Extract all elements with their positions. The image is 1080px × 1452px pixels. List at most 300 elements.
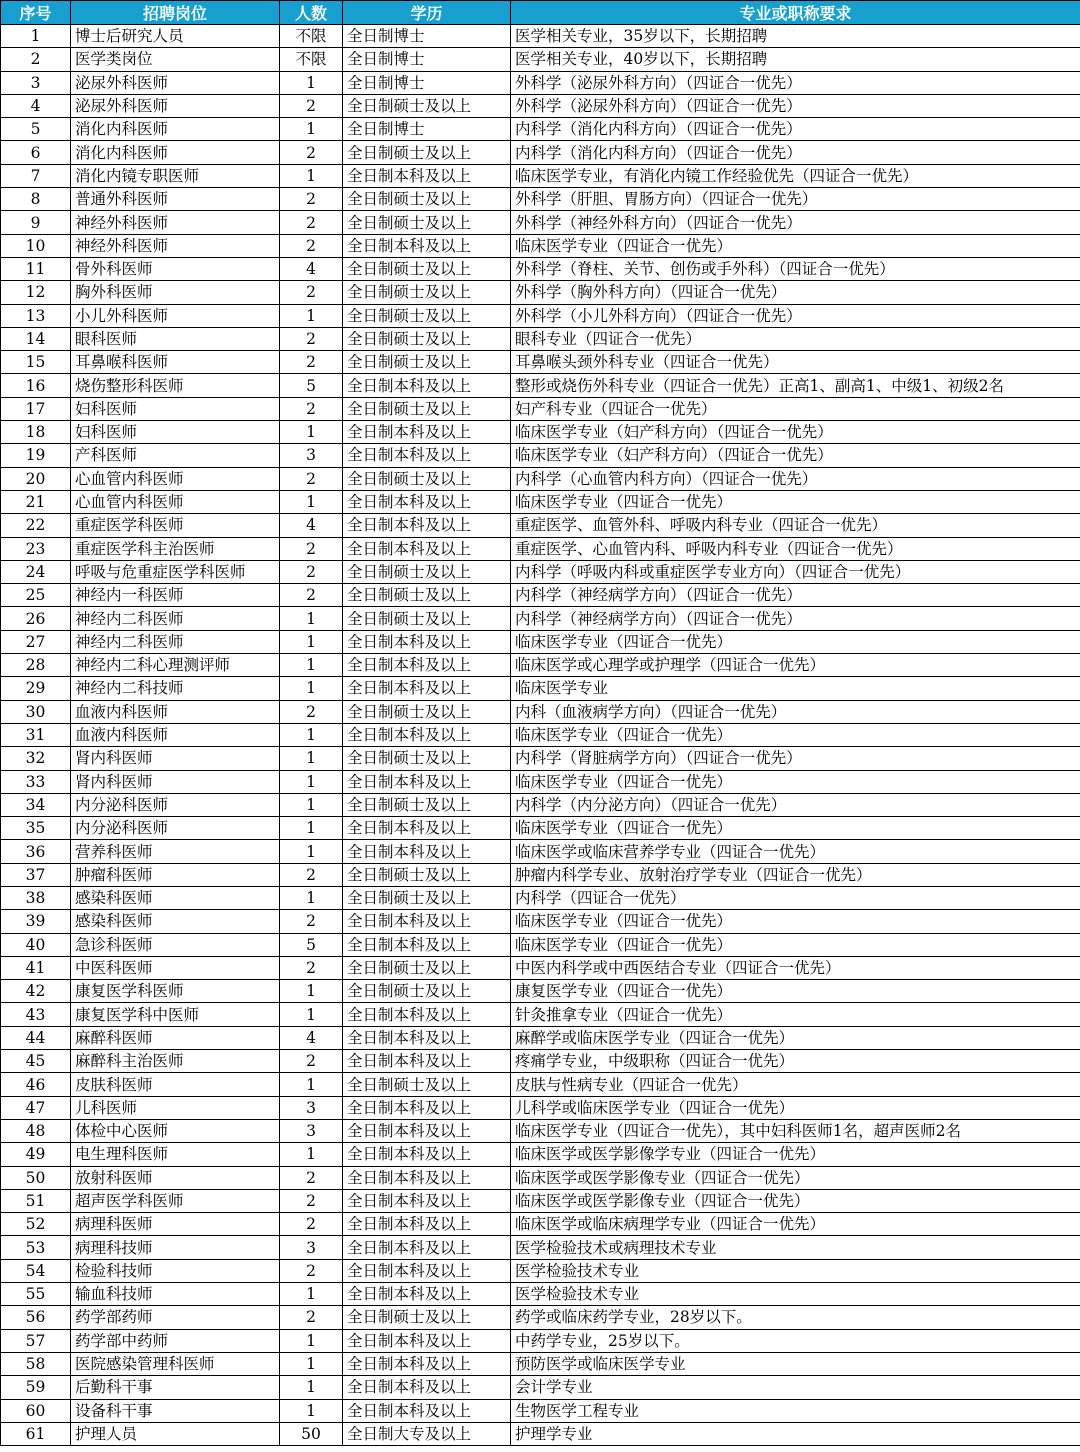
cell-count: 2: [280, 397, 343, 420]
cell-education: 全日制硕士及以上: [343, 281, 511, 304]
cell-index: 9: [1, 211, 71, 234]
cell-index: 4: [1, 94, 71, 117]
cell-index: 45: [1, 1050, 71, 1073]
cell-requirements: 临床医学专业，有消化内镜工作经验优先（四证合一优先）: [511, 164, 1080, 187]
table-row: [1, 281, 1080, 304]
cell-position: 康复医学科中医师: [71, 1003, 280, 1026]
cell-requirements: 护理学专业: [511, 1422, 1080, 1445]
table-row: [1, 1352, 1080, 1375]
cell-education: 全日制硕士及以上: [343, 886, 511, 909]
cell-requirements: 儿科学或临床医学专业（四证合一优先）: [511, 1096, 1080, 1119]
cell-requirements: 外科学（脊柱、关节、创伤或手外科）（四证合一优先）: [511, 257, 1080, 280]
cell-position: 药学部中药师: [71, 1329, 280, 1352]
cell-index: 42: [1, 980, 71, 1003]
cell-index: 48: [1, 1119, 71, 1142]
cell-index: 57: [1, 1329, 71, 1352]
cell-index: 54: [1, 1259, 71, 1282]
cell-requirements: 内科学（消化内科方向）（四证合一优先）: [511, 118, 1080, 141]
cell-count: 4: [280, 1026, 343, 1049]
cell-count: 2: [280, 1259, 343, 1282]
cell-requirements: 内科学（四证合一优先）: [511, 886, 1080, 909]
table-row: [1, 25, 1080, 48]
table-row: [1, 490, 1080, 513]
cell-count: 2: [280, 234, 343, 257]
cell-index: 13: [1, 304, 71, 327]
cell-education: 全日制本科及以上: [343, 1213, 511, 1236]
table-row: [1, 1050, 1080, 1073]
table-row: [1, 910, 1080, 933]
cell-count: 2: [280, 560, 343, 583]
cell-education: 全日制本科及以上: [343, 1236, 511, 1259]
cell-index: 32: [1, 747, 71, 770]
cell-position: 泌尿外科医师: [71, 71, 280, 94]
table-row: [1, 188, 1080, 211]
cell-count: 5: [280, 374, 343, 397]
table-row: [1, 234, 1080, 257]
cell-position: 心血管内科医师: [71, 467, 280, 490]
cell-education: 全日制本科及以上: [343, 1329, 511, 1352]
cell-index: 26: [1, 607, 71, 630]
table-row: [1, 654, 1080, 677]
cell-requirements: 重症医学、血管外科、呼吸内科专业（四证合一优先）: [511, 514, 1080, 537]
cell-position: 耳鼻喉科医师: [71, 351, 280, 374]
cell-index: 60: [1, 1399, 71, 1422]
cell-count: 1: [280, 1003, 343, 1026]
cell-requirements: 整形或烧伤外科专业（四证合一优先）正高1、副高1、中级1、初级2名: [511, 374, 1080, 397]
table-row: [1, 48, 1080, 71]
cell-index: 43: [1, 1003, 71, 1026]
cell-count: 1: [280, 1329, 343, 1352]
cell-position: 肾内科医师: [71, 770, 280, 793]
table-row: [1, 1003, 1080, 1026]
cell-count: 2: [280, 351, 343, 374]
cell-requirements: 外科学（肝胆、胃肠方向）（四证合一优先）: [511, 188, 1080, 211]
table-body: [1, 25, 1080, 1446]
cell-position: 烧伤整形科医师: [71, 374, 280, 397]
cell-education: 全日制硕士及以上: [343, 397, 511, 420]
cell-requirements: 外科学（神经外科方向）（四证合一优先）: [511, 211, 1080, 234]
cell-count: 2: [280, 910, 343, 933]
cell-education: 全日制本科及以上: [343, 1003, 511, 1026]
cell-position: 体检中心医师: [71, 1119, 280, 1142]
cell-requirements: 临床医学专业（四证合一优先）: [511, 630, 1080, 653]
cell-index: 56: [1, 1306, 71, 1329]
cell-requirements: 临床医学专业（妇产科方向）（四证合一优先）: [511, 421, 1080, 444]
cell-index: 6: [1, 141, 71, 164]
cell-education: 全日制本科及以上: [343, 1352, 511, 1375]
cell-count: 1: [280, 630, 343, 653]
cell-education: 全日制本科及以上: [343, 1166, 511, 1189]
cell-education: 全日制大专及以上: [343, 1422, 511, 1445]
cell-requirements: 临床医学专业: [511, 677, 1080, 700]
cell-requirements: 会计学专业: [511, 1376, 1080, 1399]
cell-position: 普通外科医师: [71, 188, 280, 211]
cell-education: 全日制硕士及以上: [343, 1306, 511, 1329]
cell-education: 全日制博士: [343, 71, 511, 94]
cell-position: 药学部药师: [71, 1306, 280, 1329]
cell-requirements: 临床医学或医学影像专业（四证合一优先）: [511, 1166, 1080, 1189]
cell-index: 53: [1, 1236, 71, 1259]
cell-education: 全日制硕士及以上: [343, 141, 511, 164]
cell-index: 44: [1, 1026, 71, 1049]
cell-requirements: 内科（血液病学方向）（四证合一优先）: [511, 700, 1080, 723]
table-row: [1, 1166, 1080, 1189]
table-row: [1, 607, 1080, 630]
cell-position: 妇科医师: [71, 421, 280, 444]
cell-count: 2: [280, 863, 343, 886]
cell-requirements: 医学检验技术专业: [511, 1283, 1080, 1306]
cell-count: 2: [280, 1306, 343, 1329]
cell-index: 34: [1, 793, 71, 816]
cell-index: 50: [1, 1166, 71, 1189]
cell-index: 38: [1, 886, 71, 909]
cell-position: 妇科医师: [71, 397, 280, 420]
cell-index: 49: [1, 1143, 71, 1166]
cell-position: 儿科医师: [71, 1096, 280, 1119]
table-row: [1, 1236, 1080, 1259]
cell-education: 全日制硕士及以上: [343, 188, 511, 211]
cell-count: 3: [280, 1119, 343, 1142]
header-education: 学历: [343, 1, 511, 25]
cell-position: 肿瘤科医师: [71, 863, 280, 886]
cell-index: 8: [1, 188, 71, 211]
cell-education: 全日制本科及以上: [343, 1376, 511, 1399]
cell-position: 放射科医师: [71, 1166, 280, 1189]
cell-education: 全日制本科及以上: [343, 840, 511, 863]
cell-position: 神经内一科医师: [71, 584, 280, 607]
table-row: [1, 164, 1080, 187]
cell-index: 33: [1, 770, 71, 793]
table-row: [1, 141, 1080, 164]
cell-position: 眼科医师: [71, 327, 280, 350]
cell-education: 全日制本科及以上: [343, 421, 511, 444]
cell-count: 2: [280, 211, 343, 234]
cell-requirements: 临床医学专业（四证合一优先）: [511, 490, 1080, 513]
cell-count: 1: [280, 770, 343, 793]
cell-education: 全日制本科及以上: [343, 490, 511, 513]
cell-education: 全日制博士: [343, 118, 511, 141]
cell-education: 全日制博士: [343, 48, 511, 71]
table-row: [1, 817, 1080, 840]
cell-count: 1: [280, 886, 343, 909]
table-row: [1, 397, 1080, 420]
cell-requirements: 内科学（神经病学方向）（四证合一优先）: [511, 607, 1080, 630]
cell-education: 全日制硕士及以上: [343, 793, 511, 816]
cell-requirements: 临床医学或心理学或护理学（四证合一优先）: [511, 654, 1080, 677]
cell-index: 52: [1, 1213, 71, 1236]
table-row: [1, 630, 1080, 653]
table-row: [1, 1399, 1080, 1422]
cell-count: 1: [280, 118, 343, 141]
cell-education: 全日制硕士及以上: [343, 584, 511, 607]
table-row: [1, 118, 1080, 141]
cell-requirements: 临床医学或临床病理学专业（四证合一优先）: [511, 1213, 1080, 1236]
cell-education: 全日制硕士及以上: [343, 980, 511, 1003]
cell-education: 全日制硕士及以上: [343, 94, 511, 117]
cell-education: 全日制本科及以上: [343, 1283, 511, 1306]
table-row: [1, 304, 1080, 327]
cell-count: 1: [280, 817, 343, 840]
cell-count: 2: [280, 1189, 343, 1212]
header-position: 招聘岗位: [71, 1, 280, 25]
cell-count: 2: [280, 956, 343, 979]
cell-position: 内分泌科医师: [71, 793, 280, 816]
cell-education: 全日制硕士及以上: [343, 304, 511, 327]
cell-count: 1: [280, 607, 343, 630]
cell-index: 17: [1, 397, 71, 420]
cell-education: 全日制硕士及以上: [343, 467, 511, 490]
cell-count: 2: [280, 141, 343, 164]
cell-education: 全日制硕士及以上: [343, 747, 511, 770]
cell-requirements: 妇产科专业（四证合一优先）: [511, 397, 1080, 420]
cell-requirements: 内科学（心血管内科方向）（四证合一优先）: [511, 467, 1080, 490]
cell-requirements: 预防医学或临床医学专业: [511, 1352, 1080, 1375]
cell-education: 全日制本科及以上: [343, 1050, 511, 1073]
cell-position: 呼吸与危重症医学科医师: [71, 560, 280, 583]
table-row: [1, 421, 1080, 444]
table-row: [1, 1283, 1080, 1306]
cell-count: 2: [280, 584, 343, 607]
table-row: [1, 1073, 1080, 1096]
cell-index: 7: [1, 164, 71, 187]
cell-position: 设备科干事: [71, 1399, 280, 1422]
cell-position: 消化内科医师: [71, 118, 280, 141]
cell-position: 麻醉科医师: [71, 1026, 280, 1049]
cell-position: 消化内科医师: [71, 141, 280, 164]
cell-index: 40: [1, 933, 71, 956]
cell-position: 产科医师: [71, 444, 280, 467]
cell-position: 骨外科医师: [71, 257, 280, 280]
cell-education: 全日制硕士及以上: [343, 257, 511, 280]
cell-requirements: 外科学（泌尿外科方向）（四证合一优先）: [511, 94, 1080, 117]
cell-index: 36: [1, 840, 71, 863]
cell-requirements: 生物医学工程专业: [511, 1399, 1080, 1422]
cell-education: 全日制本科及以上: [343, 817, 511, 840]
cell-index: 58: [1, 1352, 71, 1375]
cell-position: 重症医学科主治医师: [71, 537, 280, 560]
table-row: [1, 467, 1080, 490]
cell-requirements: 中医内科学或中西医结合专业（四证合一优先）: [511, 956, 1080, 979]
cell-requirements: 临床医学专业（四证合一优先）: [511, 910, 1080, 933]
cell-count: 5: [280, 933, 343, 956]
table-row: [1, 1026, 1080, 1049]
cell-count: 1: [280, 164, 343, 187]
cell-position: 血液内科医师: [71, 723, 280, 746]
cell-count: 1: [280, 1352, 343, 1375]
cell-education: 全日制本科及以上: [343, 444, 511, 467]
cell-requirements: 内科学（呼吸内科或重症医学专业方向）（四证合一优先）: [511, 560, 1080, 583]
cell-index: 28: [1, 654, 71, 677]
cell-count: 4: [280, 514, 343, 537]
cell-count: 2: [280, 94, 343, 117]
cell-education: 全日制本科及以上: [343, 1399, 511, 1422]
cell-requirements: 临床医学或医学影像专业（四证合一优先）: [511, 1189, 1080, 1212]
cell-education: 全日制硕士及以上: [343, 327, 511, 350]
cell-index: 19: [1, 444, 71, 467]
cell-education: 全日制硕士及以上: [343, 956, 511, 979]
cell-requirements: 重症医学、心血管内科、呼吸内科专业（四证合一优先）: [511, 537, 1080, 560]
cell-education: 全日制本科及以上: [343, 514, 511, 537]
cell-index: 2: [1, 48, 71, 71]
cell-requirements: 临床医学或医学影像学专业（四证合一优先）: [511, 1143, 1080, 1166]
cell-count: 1: [280, 304, 343, 327]
cell-requirements: 肿瘤内科学专业、放射治疗学专业（四证合一优先）: [511, 863, 1080, 886]
cell-count: 1: [280, 677, 343, 700]
cell-count: 1: [280, 1283, 343, 1306]
cell-index: 51: [1, 1189, 71, 1212]
cell-count: 3: [280, 1096, 343, 1119]
cell-requirements: 临床医学或临床营养学专业（四证合一优先）: [511, 840, 1080, 863]
cell-count: 1: [280, 421, 343, 444]
table-row: [1, 956, 1080, 979]
cell-count: 不限: [280, 25, 343, 48]
cell-education: 全日制本科及以上: [343, 770, 511, 793]
table-row: [1, 94, 1080, 117]
cell-requirements: 内科学（内分泌方向）（四证合一优先）: [511, 793, 1080, 816]
table-row: [1, 933, 1080, 956]
header-count: 人数: [280, 1, 343, 25]
cell-position: 营养科医师: [71, 840, 280, 863]
cell-education: 全日制本科及以上: [343, 933, 511, 956]
table-row: [1, 257, 1080, 280]
header-index: 序号: [1, 1, 71, 25]
cell-position: 医院感染管理科医师: [71, 1352, 280, 1375]
cell-index: 59: [1, 1376, 71, 1399]
cell-count: 1: [280, 793, 343, 816]
cell-position: 护理人员: [71, 1422, 280, 1445]
cell-index: 23: [1, 537, 71, 560]
cell-index: 15: [1, 351, 71, 374]
cell-index: 3: [1, 71, 71, 94]
table-row: [1, 747, 1080, 770]
cell-education: 全日制本科及以上: [343, 723, 511, 746]
cell-index: 47: [1, 1096, 71, 1119]
table-row: [1, 71, 1080, 94]
cell-education: 全日制硕士及以上: [343, 351, 511, 374]
cell-index: 39: [1, 910, 71, 933]
cell-requirements: 皮肤与性病专业（四证合一优先）: [511, 1073, 1080, 1096]
cell-count: 3: [280, 444, 343, 467]
cell-count: 2: [280, 467, 343, 490]
cell-requirements: 耳鼻喉头颈外科专业（四证合一优先）: [511, 351, 1080, 374]
table-row: [1, 886, 1080, 909]
cell-count: 1: [280, 840, 343, 863]
cell-index: 21: [1, 490, 71, 513]
table-row: [1, 980, 1080, 1003]
cell-requirements: 临床医学专业（四证合一优先），其中妇科医师1名，超声医师2名: [511, 1119, 1080, 1142]
cell-requirements: 外科学（胸外科方向）（四证合一优先）: [511, 281, 1080, 304]
cell-education: 全日制博士: [343, 25, 511, 48]
cell-count: 50: [280, 1422, 343, 1445]
table-row: [1, 584, 1080, 607]
table-row: [1, 1189, 1080, 1212]
cell-position: 急诊科医师: [71, 933, 280, 956]
cell-position: 康复医学科医师: [71, 980, 280, 1003]
cell-education: 全日制硕士及以上: [343, 863, 511, 886]
cell-requirements: 临床医学专业（四证合一优先）: [511, 933, 1080, 956]
cell-education: 全日制硕士及以上: [343, 560, 511, 583]
cell-position: 病理科技师: [71, 1236, 280, 1259]
cell-count: 2: [280, 537, 343, 560]
cell-requirements: 康复医学专业（四证合一优先）: [511, 980, 1080, 1003]
cell-position: 内分泌科医师: [71, 817, 280, 840]
cell-position: 后勤科干事: [71, 1376, 280, 1399]
cell-requirements: 药学或临床药学专业，28岁以下。: [511, 1306, 1080, 1329]
cell-position: 肾内科医师: [71, 747, 280, 770]
table-row: [1, 840, 1080, 863]
cell-position: 检验科技师: [71, 1259, 280, 1282]
cell-position: 输血科技师: [71, 1283, 280, 1306]
cell-count: 2: [280, 1213, 343, 1236]
cell-index: 5: [1, 118, 71, 141]
table-row: [1, 723, 1080, 746]
cell-requirements: 外科学（小儿外科方向）（四证合一优先）: [511, 304, 1080, 327]
cell-education: 全日制本科及以上: [343, 630, 511, 653]
cell-count: 1: [280, 980, 343, 1003]
cell-requirements: 中药学专业，25岁以下。: [511, 1329, 1080, 1352]
cell-position: 神经内二科技师: [71, 677, 280, 700]
cell-count: 1: [280, 1399, 343, 1422]
table-row: [1, 1259, 1080, 1282]
cell-index: 31: [1, 723, 71, 746]
cell-education: 全日制本科及以上: [343, 1096, 511, 1119]
cell-requirements: 医学检验技术或病理技术专业: [511, 1236, 1080, 1259]
table-row: [1, 1096, 1080, 1119]
cell-position: 医学类岗位: [71, 48, 280, 71]
cell-position: 神经外科医师: [71, 211, 280, 234]
cell-requirements: 医学相关专业，40岁以下，长期招聘: [511, 48, 1080, 71]
cell-index: 41: [1, 956, 71, 979]
table-row: [1, 1329, 1080, 1352]
cell-count: 1: [280, 654, 343, 677]
cell-position: 神经内二科医师: [71, 630, 280, 653]
cell-position: 胸外科医师: [71, 281, 280, 304]
cell-index: 20: [1, 467, 71, 490]
cell-position: 麻醉科主治医师: [71, 1050, 280, 1073]
cell-count: 1: [280, 1143, 343, 1166]
cell-index: 35: [1, 817, 71, 840]
cell-index: 55: [1, 1283, 71, 1306]
table-row: [1, 211, 1080, 234]
cell-education: 全日制本科及以上: [343, 1189, 511, 1212]
cell-index: 46: [1, 1073, 71, 1096]
cell-position: 重症医学科医师: [71, 514, 280, 537]
cell-count: 2: [280, 281, 343, 304]
cell-position: 心血管内科医师: [71, 490, 280, 513]
cell-index: 11: [1, 257, 71, 280]
header-row: [1, 1, 1080, 25]
cell-index: 25: [1, 584, 71, 607]
cell-requirements: 临床医学专业（妇产科方向）（四证合一优先）: [511, 444, 1080, 467]
cell-requirements: 内科学（神经病学方向）（四证合一优先）: [511, 584, 1080, 607]
cell-education: 全日制本科及以上: [343, 1119, 511, 1142]
cell-index: 29: [1, 677, 71, 700]
cell-count: 1: [280, 490, 343, 513]
cell-index: 18: [1, 421, 71, 444]
cell-requirements: 临床医学专业（四证合一优先）: [511, 723, 1080, 746]
cell-education: 全日制硕士及以上: [343, 1073, 511, 1096]
cell-count: 2: [280, 1166, 343, 1189]
cell-position: 电生理科医师: [71, 1143, 280, 1166]
cell-position: 博士后研究人员: [71, 25, 280, 48]
cell-requirements: 针灸推拿专业（四证合一优先）: [511, 1003, 1080, 1026]
table-row: [1, 374, 1080, 397]
cell-requirements: 医学相关专业，35岁以下，长期招聘: [511, 25, 1080, 48]
cell-requirements: 疼痛学专业，中级职称（四证合一优先）: [511, 1050, 1080, 1073]
table-row: [1, 1376, 1080, 1399]
table-row: [1, 1422, 1080, 1445]
cell-requirements: 临床医学专业（四证合一优先）: [511, 817, 1080, 840]
